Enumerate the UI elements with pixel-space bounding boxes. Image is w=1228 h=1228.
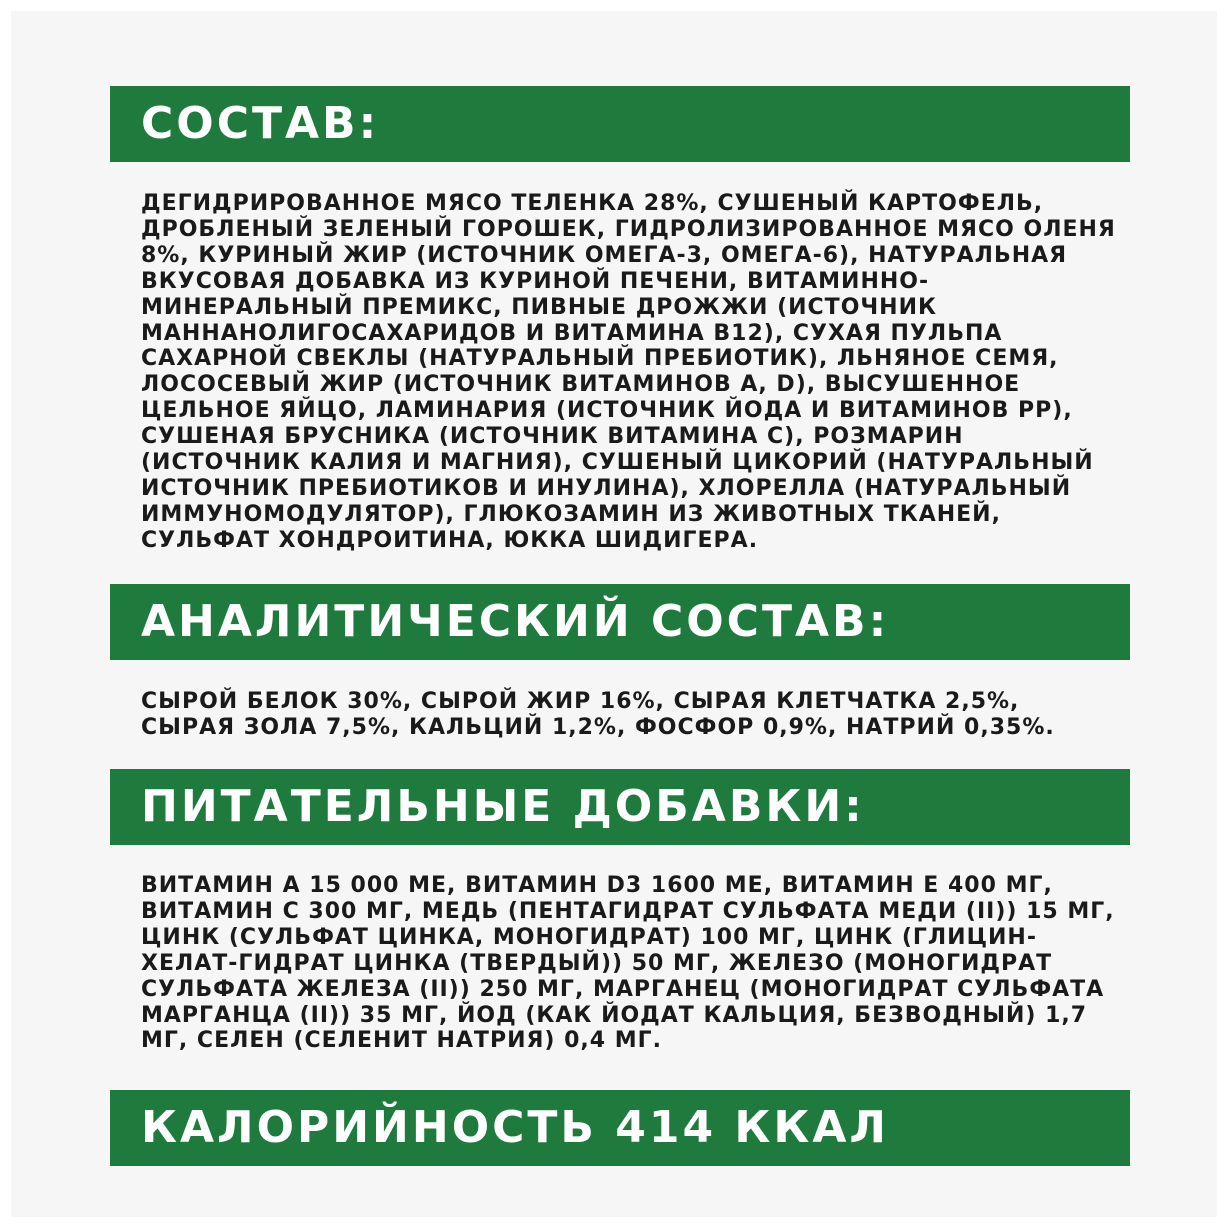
nutritional-heading <box>110 769 1130 845</box>
composition-heading-text: СОСТАВ: <box>141 98 380 149</box>
nutritional-heading-text: ПИТАТЕЛЬНЫЕ ДОБАВКИ: <box>141 781 865 832</box>
composition-heading <box>110 86 1130 162</box>
analytical-heading <box>110 584 1130 660</box>
nutritional-text: ВИТАМИН А 15 000 МЕ, ВИТАМИН D3 1600 МЕ, ВИТАМИН Е 400 МГ, ВИТАМИН С 300 МГ, МЕДЬ (ПЕНТАГИДРАТ СУЛЬФАТА МЕДИ (II)) 15 МГ, ЦИНК (СУЛЬФАТ ЦИНКА, МОНОГИДРАТ) 100 МГ, ЦИНК (ГЛИЦИН-ХЕЛАТ-ГИДРАТ ЦИНКА (ТВЕРДЫЙ)) 50 МГ, ЖЕЛЕЗО (МОНОГИДРАТ СУЛЬФАТА ЖЕЛЕЗА (II)) 250 МГ, МАРГАНЕЦ (МОНОГИДРАТ СУЛЬФАТА МАРГАНЦА (II)) 35 МГ, ЙОД (КАК ЙОДАТ КАЛЬЦИЯ, БЕЗВОДНЫЙ) 1,7 МГ, СЕЛЕН (СЕЛЕНИТ НАТРИЯ) 0,4 МГ. <box>141 873 1115 1054</box>
calories-heading <box>110 1090 1130 1166</box>
product-info-card <box>11 11 1217 1217</box>
analytical-text: СЫРОЙ БЕЛОК 30%, СЫРОЙ ЖИР 16%, СЫРАЯ КЛЕТЧАТКА 2,5%, СЫРАЯ ЗОЛА 7,5%, КАЛЬЦИЙ 1,2%, ФОСФОР 0,9%, НАТРИЙ 0,35%. <box>141 689 1055 740</box>
composition-text: ДЕГИДРИРОВАННОЕ МЯСО ТЕЛЕНКА 28%, СУШЕНЫЙ КАРТОФЕЛЬ, ДРОБЛЕНЫЙ ЗЕЛЕНЫЙ ГОРОШЕК, ГИДРОЛИЗИРОВАННОЕ МЯСО ОЛЕНЯ 8%, КУРИНЫЙ ЖИР (ИСТОЧНИК ОМЕГА-3, ОМЕГА-6), НАТУРАЛЬНАЯ ВКУСОВАЯ ДОБАВКА ИЗ КУРИНОЙ ПЕЧЕНИ, ВИТАМИННО-МИНЕРАЛЬНЫЙ ПРЕМИКС, ПИВНЫЕ ДРОЖЖИ (ИСТОЧНИК МАННАНОЛИГОСАХАРИДОВ И ВИТАМИНА B12), СУХАЯ ПУЛЬПА САХАРНОЙ СВЕКЛЫ (НАТУРАЛЬНЫЙ ПРЕБИОТИК), ЛЬНЯНОЕ СЕМЯ, ЛОСОСЕВЫЙ ЖИР (ИСТОЧНИК ВИТАМИНОВ А, D), ВЫСУШЕННОЕ ЦЕЛЬНОЕ ЯЙЦО, ЛАМИНАРИЯ (ИСТОЧНИК ЙОДА И ВИТАМИНОВ РР), СУШЕНАЯ БРУСНИКА (ИСТОЧНИК ВИТАМИНА С), РОЗМАРИН (ИСТОЧНИК КАЛИЯ И МАГНИЯ), СУШЕНЫЙ ЦИКОРИЙ (НАТУРАЛЬНЫЙ ИСТОЧНИК ПРЕБИОТИКОВ И ИНУЛИНА), ХЛОРЕЛЛА (НАТУРАЛЬНЫЙ ИММУНОМОДУЛЯТОР), ГЛЮКОЗАМИН ИЗ ЖИВОТНЫХ ТКАНЕЙ, СУЛЬФАТ ХОНДРОИТИНА, ЮККА ШИДИГЕРА. <box>141 191 1116 553</box>
calories-heading-text: КАЛОРИЙНОСТЬ 414 ККАЛ <box>141 1102 889 1153</box>
analytical-heading-text: АНАЛИТИЧЕСКИЙ СОСТАВ: <box>141 596 890 647</box>
